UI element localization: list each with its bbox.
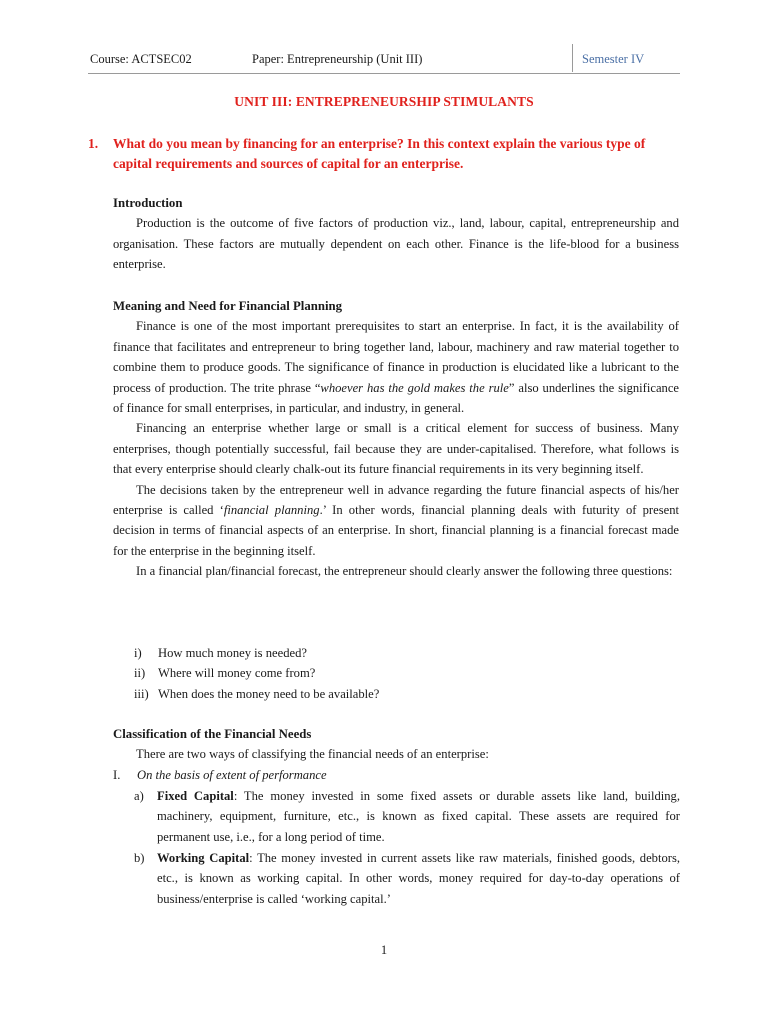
list-item-text: Where will money come from?	[158, 666, 316, 681]
header-divider	[572, 44, 573, 72]
question-text: What do you mean by financing for an enterprise? In this context explain the various type of capital requirements and sources of capital for an enterprise.	[113, 136, 646, 171]
paper-title: Paper: Entrepreneurship (Unit III)	[252, 52, 423, 66]
roman-heading: On the basis of extent of performance	[137, 768, 327, 782]
item-body	[157, 848, 680, 909]
roman-number: I.	[113, 768, 121, 782]
meaning-paragraph-4: In a financial plan/financial forecast, the entrepreneur should clearly answer the following three questions:	[136, 564, 673, 579]
unit-title: UNIT III: ENTREPRENEURSHIP STIMULANTS	[234, 94, 534, 109]
page-number: 1	[380, 943, 388, 957]
working-capital-item	[134, 848, 680, 909]
page-header	[88, 50, 680, 72]
item-label: Working Capital	[157, 851, 250, 865]
list-item-text: How much money is needed?	[158, 646, 307, 660]
planning-questions-list	[134, 643, 379, 704]
item-number: b)	[134, 851, 145, 865]
item-body	[157, 786, 680, 847]
classification-intro: There are two ways of classifying the financial needs of an enterprise:	[136, 747, 489, 762]
p3-text-a: The decisions taken by the entrepreneur well in advance regarding the future financial aspects of his/her enterprise is called ‘	[113, 482, 679, 518]
p1-quote: whoever has the gold makes the rule	[320, 380, 509, 395]
meaning-paragraph-2: Financing an enterprise whether large or small is a critical element for success of business. Many enterprises, though potentially successful, fail because they are under-capitalised. Therefore, what follows is that every enterprise should clearly chalk-out its future financial requirements in its very beginning itself.	[113, 421, 679, 477]
introduction-section	[113, 193, 679, 275]
list-item	[134, 684, 379, 704]
question-1	[88, 134, 678, 174]
item-label: Fixed Capital	[157, 789, 234, 803]
p1-text-a: Finance is one of the most important prerequisites to start an enterprise. In fact, it is the availability of finance that facilitates and entrepreneur to bring together land, labour, machinery and raw material together to combine them to produce goods. The significance of finance in production is elucidated like a lubricant to the process of production. The trite phrase “	[113, 319, 679, 395]
meaning-paragraph-3	[113, 480, 679, 562]
list-item-number: i)	[134, 646, 142, 660]
header-rule	[88, 73, 680, 74]
list-item	[134, 643, 379, 663]
course-code: Course: ACTSEC02	[90, 52, 192, 66]
item-text: : The money invested in some fixed assets or durable assets like land, building, machinery, equipment, furniture, etc., is known as fixed capital. These assets are required for permanent use, i.e., for a long period of time.	[157, 789, 680, 844]
list-item-text: When does the money need to be available?	[158, 686, 380, 701]
list-item	[134, 663, 379, 683]
p3-term: financial planning	[223, 503, 320, 518]
question-number: 1.	[88, 136, 99, 151]
item-number: a)	[134, 789, 144, 803]
p3-text-b: .’ In other words, financial planning deals with futurity of present decision in terms of financial aspects of an enterprise. In short, financial planning is a financial forecast made for the enterprise in the beginning itself.	[113, 503, 679, 558]
semester-label: Semester IV	[582, 52, 645, 66]
meaning-paragraph-1	[113, 316, 679, 418]
p1-text-b: ” also underlines the significance of finance for small enterprises, in particular, and industry, in general.	[113, 380, 680, 416]
section-title-classification: Classification of the Financial Needs	[113, 727, 312, 741]
section-title-meaning: Meaning and Need for Financial Planning	[113, 299, 343, 313]
classification-section	[113, 724, 679, 765]
fixed-capital-item	[134, 786, 680, 847]
list-item-number: ii)	[134, 666, 146, 681]
meaning-section	[113, 296, 679, 582]
introduction-paragraph: Production is the outcome of five factors of production viz., land, labour, capital, entrepreneurship and organisation. These factors are mutually dependent on each other. Finance is the life-blood for a business enterprise.	[113, 216, 679, 272]
section-title-introduction: Introduction	[113, 196, 183, 210]
list-item-number: iii)	[134, 686, 149, 701]
item-text: : The money invested in current assets like raw materials, finished goods, debtors, etc., is known as working capital. In other words, money required for day-to-day operations of business/enterprise is called ‘working capital.’	[157, 851, 680, 906]
